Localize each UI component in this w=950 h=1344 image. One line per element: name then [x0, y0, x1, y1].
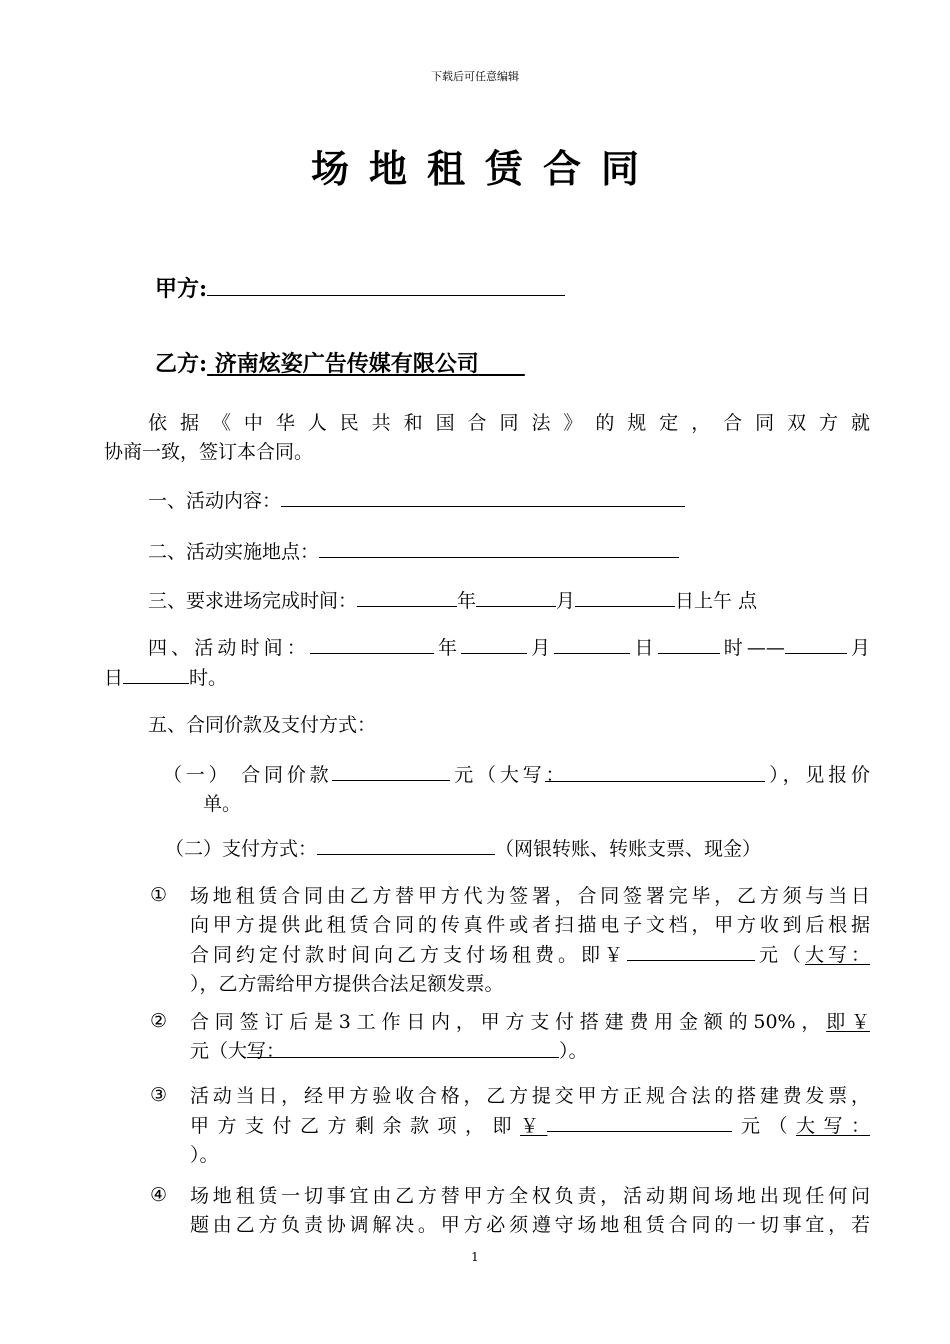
section-2-label: 二、活动实施地点： — [148, 541, 320, 563]
item-1-line3-text: 合同约定付款时间向乙方支付场租费。即￥ — [190, 943, 627, 966]
item-1-line4: ），乙方需给甲方提供合法足额发票。 — [190, 972, 504, 995]
item-2 — [190, 1008, 870, 1066]
item-4-number: ④ — [150, 1184, 168, 1206]
entry-month-unit: 月 — [556, 590, 576, 612]
payment-method-label: （二）支付方式： — [165, 838, 318, 860]
item-3-line2-text: 甲方支付乙方剩余款项，即 — [190, 1114, 520, 1137]
preamble — [104, 409, 870, 467]
item-2-yuan: 元（大 — [190, 1040, 248, 1062]
payment-method — [165, 834, 761, 861]
item-3-number: ③ — [150, 1084, 168, 1106]
activity-location-blank — [319, 537, 679, 558]
section-activity-content — [148, 486, 685, 513]
item-1-line2: 向甲方提供此租赁合同的传真件或者扫描电子文档，甲方收到后根据 — [190, 914, 870, 936]
item-1-line1: 场地租赁合同由乙方替甲方代为签署，合同签署完毕，乙方须与当日 — [190, 885, 870, 907]
contract-price-suffix: ），见报价 — [765, 763, 870, 786]
contract-price-colon: ： — [545, 763, 565, 786]
payment-method-options: （网银转账、转账支票、现金） — [495, 838, 762, 860]
section-entry-time — [148, 586, 757, 613]
activity-year-unit: 年 — [433, 636, 462, 659]
section-4-label: 四、活动时间： — [148, 636, 310, 659]
activity-month-unit: 月 — [527, 636, 555, 659]
item-2-line2 — [190, 1037, 870, 1066]
entry-year-unit: 年 — [457, 590, 477, 612]
section-3-label: 三、要求进场完成时间： — [148, 590, 358, 612]
item-2-line1-text: 合同签订后是3工作日内，甲方支付搭建费用金额的50%， — [190, 1011, 827, 1033]
contract-price-unit: 元（大写 — [450, 763, 546, 786]
item-3-line1: 活动当日，经甲方验收合格，乙方提交甲方正规合法的搭建费发票， — [190, 1085, 870, 1107]
section-activity-location — [148, 537, 679, 564]
contract-price-words-blank — [545, 761, 765, 786]
item-2-words-blank — [247, 1037, 559, 1062]
activity-end-hour-unit: 时。 — [189, 666, 228, 689]
item-3-yen: ￥ — [519, 1114, 548, 1137]
party-b-value: 济南炫姿广告传媒有限公司 — [214, 351, 479, 377]
contract-price-label: （一） 合同价款 — [163, 763, 333, 786]
item-4-line1: 场地租赁一切事宜由乙方替甲方全权负责，活动期间场地出现任何问 — [190, 1185, 870, 1207]
activity-end-month-unit: 月 — [846, 636, 870, 659]
item-3-yuan: 元（ — [732, 1114, 796, 1137]
item-2-line1 — [190, 1008, 870, 1037]
item-4-line2: 题由乙方负责协调解决。甲方必须遵守场地租赁合同的一切事宜，若 — [190, 1214, 870, 1236]
item-2-number: ② — [150, 1010, 168, 1032]
activity-year-blank — [310, 633, 434, 654]
activity-end-day-blank — [123, 663, 189, 684]
item-3-line3: ）。 — [190, 1143, 219, 1166]
item-4 — [190, 1182, 870, 1240]
activity-time-line1 — [104, 633, 870, 663]
item-3-words-label: 大写： — [795, 1114, 870, 1137]
item-1 — [190, 882, 870, 999]
activity-time-line2 — [104, 663, 870, 693]
item-3 — [190, 1082, 870, 1170]
header-note: 下载后可任意编辑 — [431, 70, 519, 83]
contract-price — [163, 760, 870, 819]
activity-end-day-unit: 日 — [104, 666, 124, 689]
item-1-words-label: 大写： — [804, 943, 870, 966]
item-1-number: ① — [150, 884, 168, 906]
activity-day-unit: 日 — [630, 636, 658, 659]
party-a — [155, 272, 565, 303]
payment-method-blank — [317, 834, 495, 855]
item-3-amount-blank — [547, 1111, 732, 1132]
entry-day-blank — [575, 586, 675, 607]
entry-month-blank — [476, 586, 556, 607]
activity-end-month-blank — [785, 633, 847, 654]
contract-title: 场地租赁合同 — [310, 146, 659, 191]
party-a-label: 甲方: — [155, 276, 208, 303]
section-1-label: 一、活动内容： — [148, 490, 282, 512]
item-2-yen: 即￥ — [826, 1011, 870, 1033]
entry-day-time-unit: 日上午 点 — [675, 590, 758, 612]
party-a-blank — [207, 272, 565, 296]
party-b-label: 乙方: — [155, 351, 208, 377]
activity-hour-unit: 时—— — [719, 636, 785, 659]
item-2-words-label: 写： — [247, 1040, 286, 1062]
item-3-line2 — [190, 1111, 870, 1141]
item-1-amount-blank — [627, 940, 755, 961]
activity-day-blank — [554, 633, 630, 654]
item-2-close: ）。 — [559, 1040, 588, 1062]
section-price-payment: 五、合同价款及支付方式： — [148, 714, 377, 736]
preamble-line2: 协商一致，签订本合同。 — [104, 441, 314, 463]
section-activity-time — [104, 633, 870, 693]
party-b — [155, 347, 525, 378]
item-1-yuan: 元（ — [754, 943, 805, 966]
contract-price-line2: 单。 — [203, 792, 242, 815]
contract-price-blank — [332, 760, 450, 781]
entry-year-blank — [357, 586, 457, 607]
preamble-line1: 依据《中华人民共和国合同法》的规定，合同双方就 — [148, 412, 870, 434]
page-number: 1 — [471, 1250, 479, 1264]
activity-month-blank — [461, 633, 527, 654]
activity-hour-blank — [658, 633, 720, 654]
item-1-line3 — [190, 940, 870, 970]
activity-content-blank — [281, 486, 685, 507]
contract-price-line1 — [163, 760, 870, 790]
